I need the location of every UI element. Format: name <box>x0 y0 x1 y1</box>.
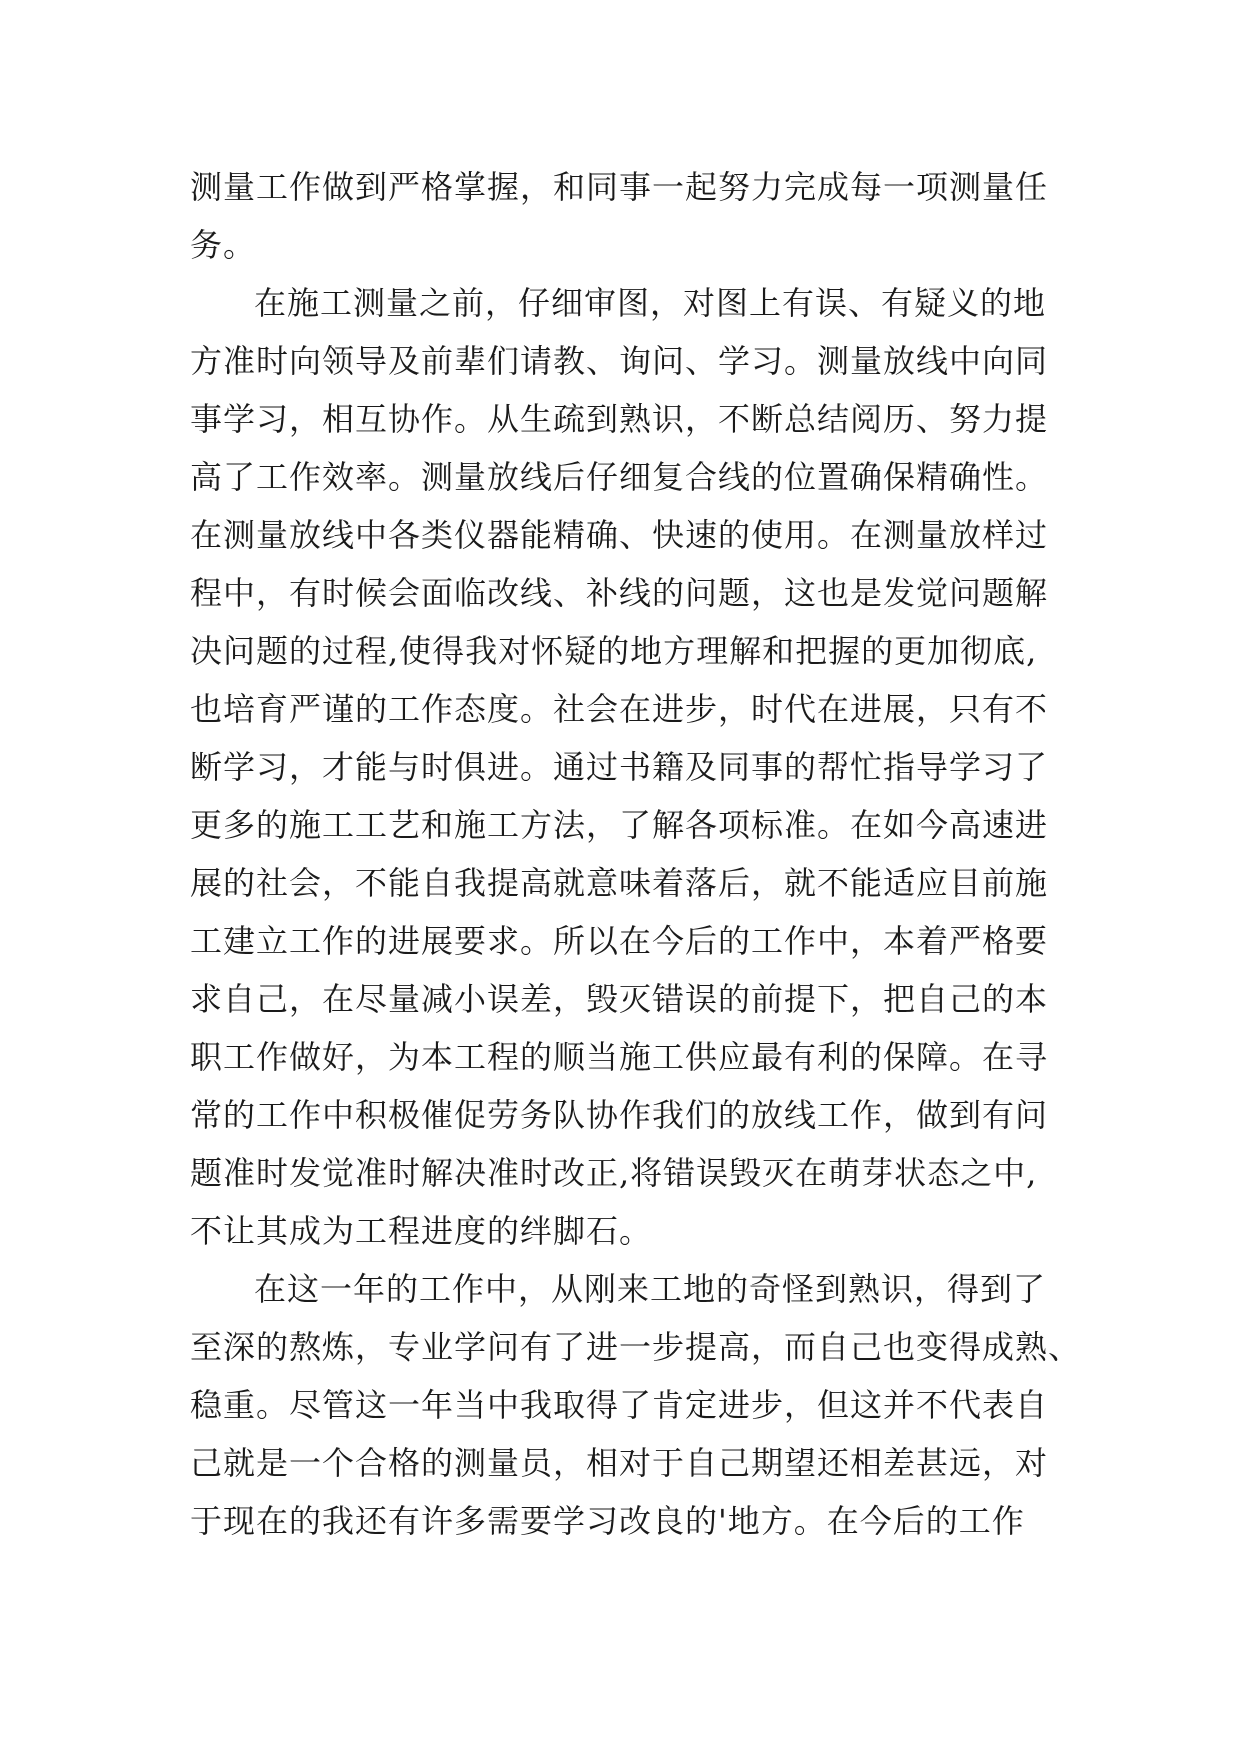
text-line: 题准时发觉准时解决准时改正,将错误毁灭在萌芽状态之中, <box>190 1154 1038 1192</box>
text-line: 断学习，才能与时俱进。通过书籍及同事的帮忙指导学习了 <box>190 748 1049 786</box>
text-line: 在施工测量之前，仔细审图，对图上有误、有疑义的地 <box>254 284 1047 322</box>
text-line: 务。 <box>190 226 257 264</box>
paragraph-2 <box>190 274 1070 1260</box>
text-line: 常的工作中积极催促劳务队协作我们的放线工作，做到有问 <box>190 1096 1049 1134</box>
paragraph-3 <box>190 1260 1082 1550</box>
text-line: 稳重。尽管这一年当中我取得了肯定进步，但这并不代表自 <box>190 1386 1049 1424</box>
document-page <box>190 158 1082 1550</box>
text-line: 不让其成为工程进度的绊脚石。 <box>190 1212 653 1250</box>
text-line: 决问题的过程,使得我对怀疑的地方理解和把握的更加彻底, <box>190 632 1038 670</box>
text-line: 在测量放线中各类仪器能精确、快速的使用。在测量放样过 <box>190 516 1049 554</box>
text-line: 在这一年的工作中，从刚来工地的奇怪到熟识，得到了 <box>254 1270 1047 1308</box>
text-line: 更多的施工工艺和施工方法，了解各项标准。在如今高速进 <box>190 806 1049 844</box>
text-line: 测量工作做到严格掌握，和同事一起努力完成每一项测量任 <box>190 168 1049 206</box>
text-line: 工建立工作的进展要求。所以在今后的工作中，本着严格要 <box>190 922 1049 960</box>
text-line: 程中，有时候会面临改线、补线的问题，这也是发觉问题解 <box>190 574 1049 612</box>
text-line: 于现在的我还有许多需要学习改良的'地方。在今后的工作 <box>190 1502 1025 1540</box>
text-line: 己就是一个合格的测量员，相对于自己期望还相差甚远，对 <box>190 1444 1049 1482</box>
text-line: 方准时向领导及前辈们请教、询问、学习。测量放线中向同 <box>190 342 1049 380</box>
text-line: 求自己，在尽量减小误差，毁灭错误的前提下，把自己的本 <box>190 980 1049 1018</box>
text-line: 至深的熬炼，专业学问有了进一步提高，而自己也变得成熟、 <box>190 1328 1082 1366</box>
text-line: 高了工作效率。测量放线后仔细复合线的位置确保精确性。 <box>190 458 1049 496</box>
text-line: 也培育严谨的工作态度。社会在进步，时代在进展，只有不 <box>190 690 1049 728</box>
text-line: 职工作做好，为本工程的顺当施工供应最有利的保障。在寻 <box>190 1038 1049 1076</box>
text-line: 展的社会，不能自我提高就意味着落后，就不能适应目前施 <box>190 864 1049 902</box>
text-line: 事学习，相互协作。从生疏到熟识，不断总结阅历、努力提 <box>190 400 1049 438</box>
paragraph-1 <box>190 158 1070 274</box>
